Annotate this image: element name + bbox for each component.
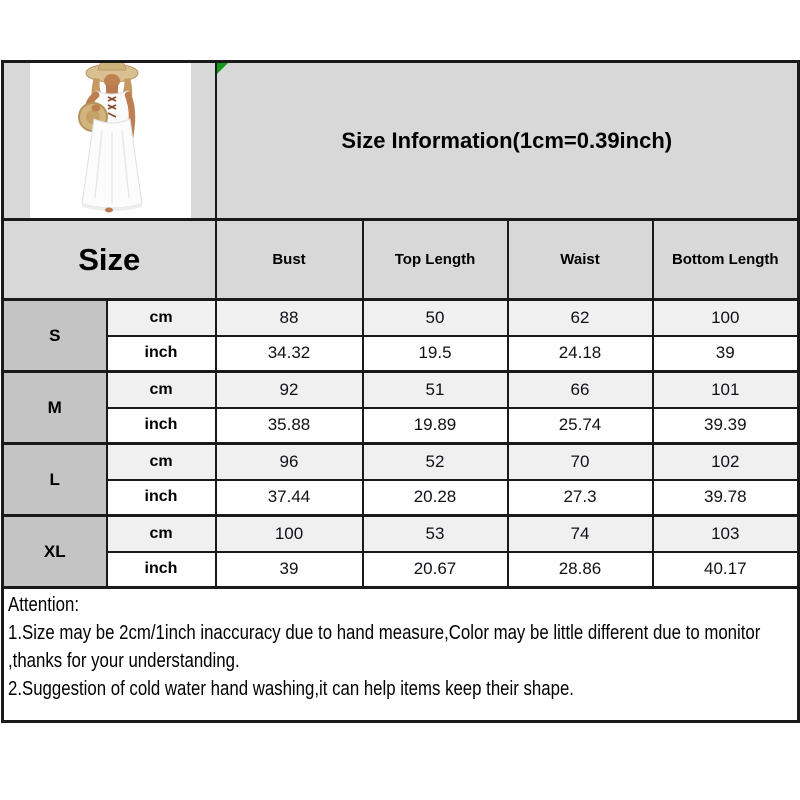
column-header-top-length: Top Length — [363, 220, 508, 300]
attention-note — [3, 588, 799, 722]
value-xl-bust-cm: 100 — [216, 516, 363, 552]
value-m-bust-cm: 92 — [216, 372, 363, 408]
attention-line-1-cont: ,thanks for your understanding. — [8, 650, 240, 672]
size-information-table — [1, 60, 800, 723]
value-xl-waist-cm: 74 — [508, 516, 653, 552]
value-m-toplength-cm: 51 — [363, 372, 508, 408]
value-m-bottomlength-inch: 39.39 — [653, 408, 799, 444]
unit-cell: cm — [107, 300, 216, 336]
value-s-bust-inch: 34.32 — [216, 336, 363, 372]
value-s-toplength-inch: 19.5 — [363, 336, 508, 372]
product-photo-cell — [3, 62, 216, 220]
unit-cell: cm — [107, 516, 216, 552]
value-l-toplength-inch: 20.28 — [363, 480, 508, 516]
value-xl-bottomlength-inch: 40.17 — [653, 552, 799, 588]
unit-cell: cm — [107, 444, 216, 480]
value-m-waist-cm: 66 — [508, 372, 653, 408]
value-s-bust-cm: 88 — [216, 300, 363, 336]
attention-line-1: 1.Size may be 2cm/1inch inaccuracy due to hand measure,Color may be little different due to monitor — [8, 622, 761, 644]
size-label-xl: XL — [3, 516, 107, 588]
product-photo — [30, 63, 191, 219]
value-m-toplength-inch: 19.89 — [363, 408, 508, 444]
value-l-waist-inch: 27.3 — [508, 480, 653, 516]
unit-cell: inch — [107, 552, 216, 588]
value-l-bust-cm: 96 — [216, 444, 363, 480]
page-title: Size Information(1cm=0.39inch) — [341, 127, 673, 153]
value-xl-bust-inch: 39 — [216, 552, 363, 588]
size-label-m: M — [3, 372, 107, 444]
value-m-bottomlength-cm: 101 — [653, 372, 799, 408]
value-l-bottomlength-inch: 39.78 — [653, 480, 799, 516]
unit-cell: inch — [107, 480, 216, 516]
unit-cell: inch — [107, 408, 216, 444]
value-s-waist-inch: 24.18 — [508, 336, 653, 372]
value-m-waist-inch: 25.74 — [508, 408, 653, 444]
value-xl-waist-inch: 28.86 — [508, 552, 653, 588]
unit-cell: cm — [107, 372, 216, 408]
size-column-header: Size — [3, 220, 216, 300]
value-s-bottomlength-cm: 100 — [653, 300, 799, 336]
value-xl-bottomlength-cm: 103 — [653, 516, 799, 552]
value-s-waist-cm: 62 — [508, 300, 653, 336]
unit-cell: inch — [107, 336, 216, 372]
value-l-bust-inch: 37.44 — [216, 480, 363, 516]
value-s-bottomlength-inch: 39 — [653, 336, 799, 372]
value-m-bust-inch: 35.88 — [216, 408, 363, 444]
attention-line-2: 2.Suggestion of cold water hand washing,it can help items keep their shape. — [8, 678, 574, 700]
attention-heading: Attention: — [8, 594, 79, 616]
value-s-toplength-cm: 50 — [363, 300, 508, 336]
size-label-l: L — [3, 444, 107, 516]
value-xl-toplength-inch: 20.67 — [363, 552, 508, 588]
column-header-waist: Waist — [508, 220, 653, 300]
column-header-bust: Bust — [216, 220, 363, 300]
value-l-waist-cm: 70 — [508, 444, 653, 480]
size-label-s: S — [3, 300, 107, 372]
green-corner-marker-icon — [217, 63, 228, 74]
size-info-title-cell — [216, 62, 799, 220]
value-l-toplength-cm: 52 — [363, 444, 508, 480]
value-xl-toplength-cm: 53 — [363, 516, 508, 552]
white-dress-model-icon — [30, 62, 191, 220]
value-l-bottomlength-cm: 102 — [653, 444, 799, 480]
column-header-bottom-length: Bottom Length — [653, 220, 799, 300]
